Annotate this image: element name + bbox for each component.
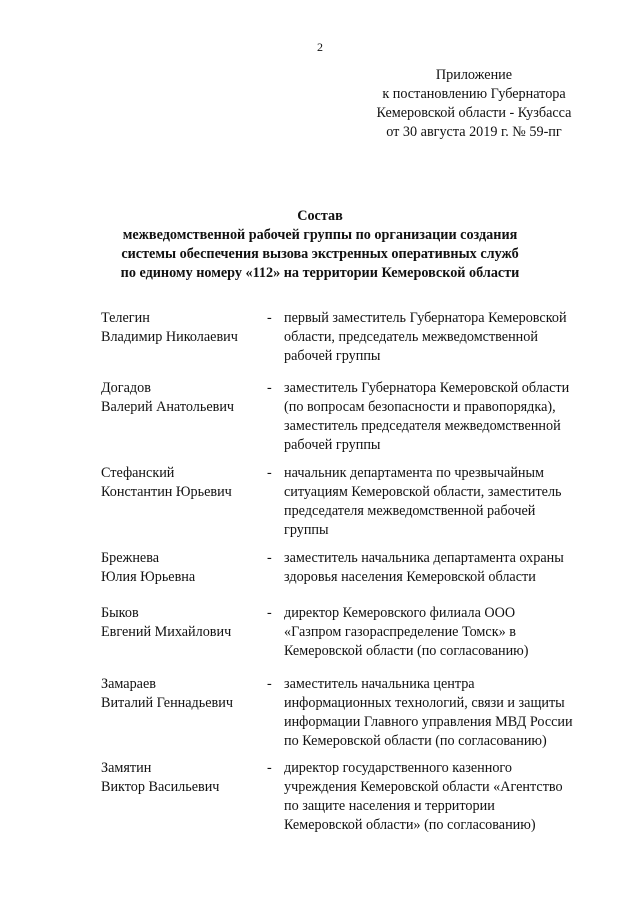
role-line: заместитель начальника центра [284, 676, 475, 692]
member-role [284, 759, 604, 835]
member-dash: - [267, 550, 272, 566]
role-line: ситуациям Кемеровской области, заместитель [284, 484, 562, 500]
member-role [284, 604, 604, 661]
member-given-names: Константин Юрьевич [101, 484, 232, 500]
role-line: учреждения Кемеровской области «Агентство [284, 779, 563, 795]
appendix-line: от 30 августа 2019 г. № 59-пг [386, 124, 562, 140]
role-line: рабочей группы [284, 437, 381, 453]
role-line: Кемеровской области» (по согласованию) [284, 817, 536, 833]
title-line: межведомственной рабочей группы по организации создания [122, 227, 518, 243]
role-line: директор государственного казенного [284, 760, 512, 776]
title-line: Состав [297, 208, 343, 224]
role-line: заместитель председателя межведомственной [284, 418, 561, 434]
member-role [284, 464, 604, 540]
role-line: группы [284, 522, 329, 538]
role-line: первый заместитель Губернатора Кемеровской [284, 310, 567, 326]
page-number: 2 [317, 40, 323, 54]
role-line: начальник департамента по чрезвычайным [284, 465, 545, 481]
member-dash: - [267, 676, 272, 692]
appendix-line: к постановлению Губернатора [382, 86, 566, 102]
role-line: информационных технологий, связи и защиты [284, 695, 565, 711]
member-surname: Быков [101, 605, 139, 621]
member-dash: - [267, 380, 272, 396]
member-dash: - [267, 760, 272, 776]
member-surname: Брежнева [101, 550, 160, 566]
role-line: рабочей группы [284, 348, 381, 364]
member-surname: Стефанский [101, 465, 175, 481]
role-line: председателя межведомственной рабочей [284, 503, 536, 519]
role-line: по Кемеровской области (по согласованию) [284, 733, 547, 749]
member-name [101, 464, 266, 502]
member-name [101, 675, 266, 713]
role-line: (по вопросам безопасности и правопорядка), [284, 399, 556, 415]
member-given-names: Юлия Юрьевна [101, 569, 196, 585]
role-line: заместитель начальника департамента охраны [284, 550, 564, 566]
member-given-names: Виктор Васильевич [101, 779, 220, 795]
member-surname: Телегин [101, 310, 150, 326]
member-role [284, 309, 604, 366]
role-line: Кемеровской области (по согласованию) [284, 643, 529, 659]
role-line: директор Кемеровского филиала ООО [284, 605, 516, 621]
member-given-names: Виталий Геннадьевич [101, 695, 233, 711]
appendix-line: Приложение [435, 67, 513, 83]
member-name [101, 309, 266, 347]
member-role [284, 675, 604, 751]
member-name [101, 379, 266, 417]
member-name [101, 549, 266, 587]
role-line: информации Главного управления МВД России [284, 714, 573, 730]
appendix-line: Кемеровской области - Кузбасса [376, 105, 572, 121]
member-dash: - [267, 465, 272, 481]
member-given-names: Владимир Николаевич [101, 329, 238, 345]
role-line: «Газпром газораспределение Томск» в [284, 624, 516, 640]
role-line: здоровья населения Кемеровской области [284, 569, 536, 585]
member-given-names: Валерий Анатольевич [101, 399, 235, 415]
member-surname: Замятин [101, 760, 152, 776]
role-line: по защите населения и территории [284, 798, 495, 814]
member-name [101, 759, 266, 797]
role-line: области, председатель межведомственной [284, 329, 538, 345]
member-role [284, 379, 604, 455]
member-dash: - [267, 605, 272, 621]
member-dash: - [267, 310, 272, 326]
member-role [284, 549, 604, 587]
member-surname: Догадов [101, 380, 151, 396]
appendix-block [360, 66, 588, 142]
title-line: системы обеспечения вызова экстренных оперативных служб [121, 246, 519, 262]
title-line: по единому номеру «112» на территории Кемеровской области [120, 265, 520, 281]
member-name [101, 604, 266, 642]
role-line: заместитель Губернатора Кемеровской области [284, 380, 570, 396]
member-given-names: Евгений Михайлович [101, 624, 232, 640]
document-title [0, 207, 640, 283]
member-surname: Замараев [101, 676, 156, 692]
